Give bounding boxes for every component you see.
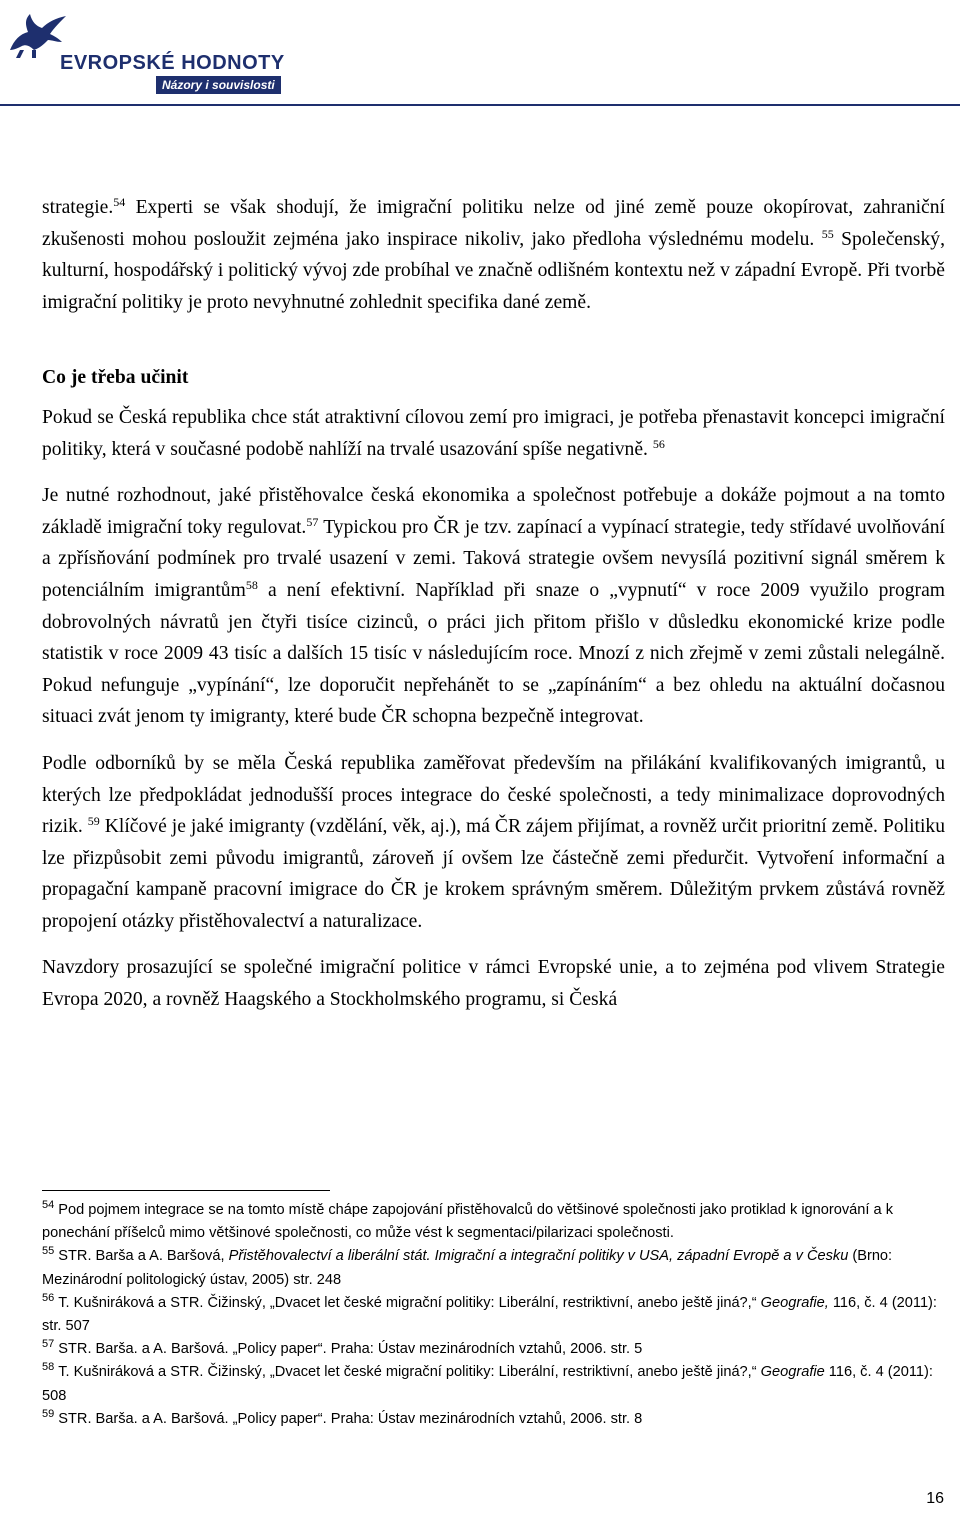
header-rule	[0, 104, 960, 106]
text: Typickou pro ČR je tzv. zapínací a vypínací strategie, tedy střídavé uvolňování a zpřísňování podmínek pro trvalé usazení v zemi. Taková strategie ovšem nevysílá pozitivní signál směrem k potenciálním imigrantům	[42, 516, 945, 601]
footnote-54: $^{54}$ Pod pojmem integrace se na tomto místě chápe zapojování přistěhovalců do většinové společnosti jako protiklad k ignorování a k ponechání příšelců mimo většinové společnosti, co může vést k segmentaci/pilarizaci společnosti.	[42, 1199, 893, 1242]
logo-title: EVROPSKÉ HODNOTY	[60, 52, 285, 74]
text: a není efektivní. Například při snaze o „vypnutí“ v roce 2009 využilo program dobrovolných návratů jen čtyři tisíce cizinců, o práci jich přitom přišlo v důsledku ekonomické krize podle statistik v roce 2009 43 tisíc a dalších 15 tisíc v následujícím roce. Mnozí z nich zřejmě v zemi zůstali nelegálně. Pokud nefunguje „vypínání“, lze doporučit nepřehánět to se „zapínáním“ a bez ohledu na aktuální dočasnou situaci zvát jenom ty imigranty, které bude ČR schopna bezpečně integrovat.	[42, 579, 946, 728]
page-number: 16	[926, 1490, 944, 1507]
pegasus-icon	[4, 6, 70, 58]
footnote-ref-58[interactable]: 58	[245, 577, 258, 592]
main-content	[42, 192, 945, 1031]
text: Podle odborníků by se měla Česká republika zaměřovat především na přilákání kvalifikovaných imigrantů, u kterých lze předpokládat jednodušší proces integrace do české společnosti, a tedy minimalizace doprovodných rizik.	[42, 752, 945, 838]
footnote-ref-54[interactable]: 54	[113, 195, 126, 209]
paragraph-3	[42, 480, 945, 733]
footnote-56: $^{56}$ T. Kušniráková a STR. Čižinský, „Dvacet let české migrační politiky: Liberální, restriktivní, anebo ještě jiná?,“ Geografie, 116, č. 4 (2011): str. 507	[42, 1291, 937, 1335]
text: strategie.	[42, 197, 114, 218]
footnote-ref-56[interactable]: 56	[652, 436, 665, 451]
text: Pokud se Česká republika chce stát atraktivní cílovou zemí pro imigraci, je potřeba přenastavit koncepci imigrační politiky, která v současné podobě nahlíží na trvalé usazování spíše negativně.	[42, 406, 945, 460]
footnote-ref-59[interactable]: 59	[87, 814, 100, 829]
page-header	[0, 0, 960, 110]
footnote-57: $^{57}$ STR. Barša. a A. Baršová. „Policy paper“. Praha: Ústav mezinárodních vztahů, 2006. str. 5	[42, 1338, 643, 1358]
footnote-ref-57[interactable]: 57	[306, 514, 319, 529]
text: Experti se však shodují, že imigrační politiku nelze od jiné země pouze okopírovat, zahraniční zkušenosti mohou posloužit zejména jako inspirace nikoliv, jako předloha výslednému modelu.	[42, 197, 945, 250]
paragraph-4	[42, 748, 945, 938]
text: Společenský, kulturní, hospodářský i politický vývoj zde probíhal ve značně odlišném kontextu než v západní Evropě. Při tvorbě imigrační politiky je proto nevyhnutné zohlednit specifika dané země.	[42, 228, 946, 313]
footnote-ref-55[interactable]: 55	[821, 226, 834, 241]
paragraph-2	[42, 402, 945, 465]
paragraph-intro	[42, 192, 945, 318]
footnote-55: $^{55}$ STR. Barša a A. Baršová, Přistěhovalectví a liberální stát. Imigrační a integrační politiky v USA, západní Evropě a v Česku (Brno: Mezinárodní politologický ústav, 2005) str. 248	[42, 1245, 893, 1288]
footnote-59: $^{59}$ STR. Barša. a A. Baršová. „Policy paper“. Praha: Ústav mezinárodních vztahů, 2006. str. 8	[42, 1407, 643, 1427]
logo-tagline: Názory i souvislosti	[156, 76, 281, 94]
text: Je nutné rozhodnout, jaké přistěhovalce česká ekonomika a společnost potřebuje a dokáže pojmout a na tomto základě imigrační toky regulovat.	[42, 485, 945, 538]
section-heading: Co je třeba učinit	[42, 367, 189, 389]
footnote-separator	[42, 1190, 330, 1191]
paragraph-5: Navzdory prosazující se společné imigrační politice v rámci Evropské unie, a to zejména pod vlivem Strategie Evropa 2020, a rovněž Haagského a Stockholmského programu, si Česká	[42, 957, 945, 1011]
text: Klíčové je jaké imigranty (vzdělání, věk, aj.), má ČR zájem přijímat, a rovněž určit prioritní země. Politiku lze přizpůsobit zemi původu imigrantů, zároveň jí ovšem lze částečně zemi předurčit. Vytvoření informační a propagační kampaně pracovní imigrace do ČR je krokem správným směrem. Důležitým prvkem zůstává rovněž propojení otázky přistěhovalectví a naturalizace.	[42, 816, 945, 932]
footnote-58: $^{58}$ T. Kušniráková a STR. Čižinský, „Dvacet let české migrační politiky: Liberální, restriktivní, anebo ještě jiná?,“ Geografie 116, č. 4 (2011): 508	[42, 1361, 933, 1404]
footnotes	[42, 1199, 945, 1431]
